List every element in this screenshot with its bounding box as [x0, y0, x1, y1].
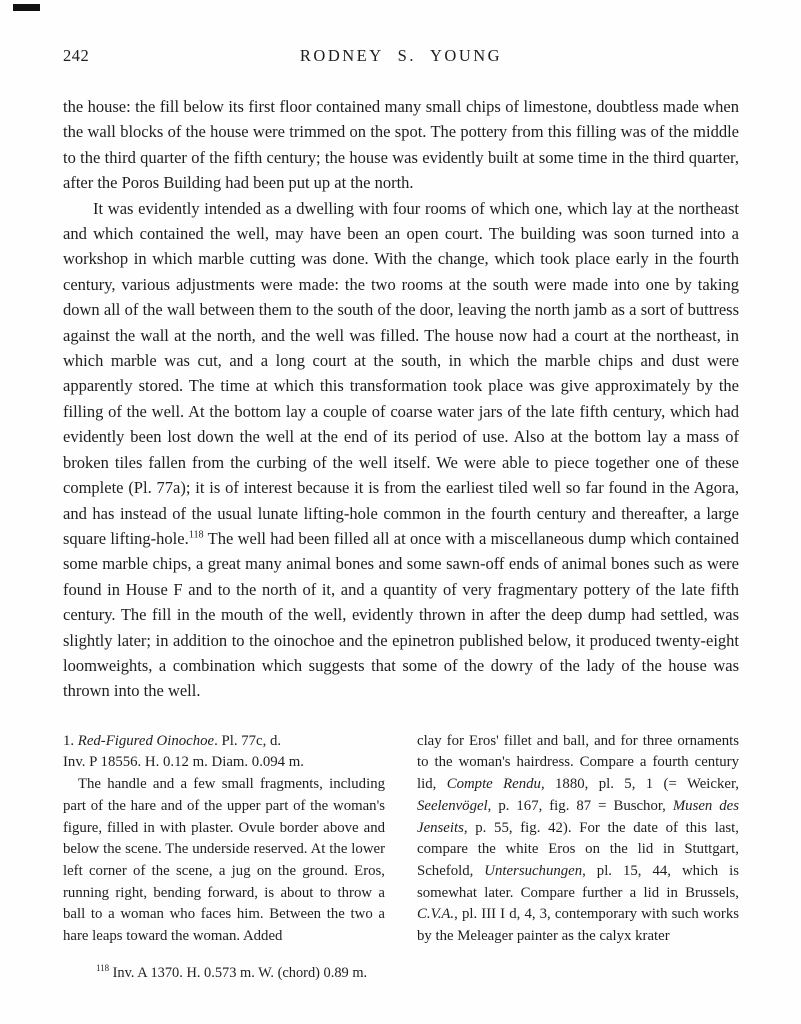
text-run: , p. 167, fig. 87 = Buschor, — [487, 797, 673, 814]
text-run: , pl. 15, 44, which is somewhat later. Compare further a lid in Brussels, — [417, 862, 739, 901]
footnote — [63, 963, 739, 983]
catalog-paragraph — [417, 731, 739, 948]
text-run: The handle and a few small fragments, including part of the hare and of the upper part of the woman's figure, filled in with plaster. Ovule border above and below the scene. The underside reserved. At the lower left corner of the scene, a jug on the ground. Eros, running right, bending forward, is about to throw a ball to a woman who faces him. Between the two a hare leaps toward the woman. Added — [63, 776, 385, 945]
text-run: Inv. A 1370. H. 0.573 m. W. (chord) 0.89 m. — [109, 964, 368, 981]
scan-artifact — [13, 4, 40, 11]
italic-text: C.V.A. — [417, 906, 455, 923]
catalog-paragraph — [63, 752, 385, 774]
text-run: , pl. III I d, 4, 3, contemporary with such works by the Meleager painter as the calyx krater — [417, 906, 739, 945]
page-header — [63, 46, 739, 68]
catalog-left-column — [63, 731, 385, 948]
footnote-marker: 118 — [188, 529, 204, 541]
text-run: It was evidently intended as a dwelling with four rooms of which one, which lay at the northeast and which contained the well, may have been an open court. The building was soon turned into a workshop in which marble cutting was done. With the change, which took place early in the fourth century, various adjustments were made: the two rooms at the south were made into one by taking down all of the wall between them to the south of the door, leaving the north jamb as a sort of buttress against the wall at the north, and the well was filled. The house now had a court at the northeast, in which marble was cut, and a long court at the south, in which the marble chips and dust were apparently stored. The time at which this transformation took place was give approximately by the filling of the well. At the bottom lay a couple of coarse water jars of the late fifth century, which had evidently been lost down the well at the end of its period of use. Also at the bottom lay a mass of broken tiles fallen from the curbing of the well itself. We were able to piece together one of these complete (Pl. 77a); it is of interest because it is from the earliest tiled well so far found in the Agora, and has instead of the usual lunate lifting-hole common in the fourth century and thereafter, a large square lifting-hole. — [63, 198, 739, 548]
text-run: Inv. P 18556. H. 0.12 m. Diam. 0.094 m. — [63, 754, 304, 771]
text-run: The well had been filled all at once with a miscellaneous dump which contained some marble chips, a great many animal bones and some sawn-off ends of animal bones such as were found in House F and to the north of it, and a quantity of very fragmentary pottery of the late fifth century. The fill in the mouth of the well, evidently thrown in after the deep dump had settled, was slightly later; in addition to the oinochoe and the epinetron published below, it produced twenty-eight loomweights, a combination which suggests that some of the dowry of the lady of the house was thrown into the well. — [63, 528, 740, 701]
catalog-paragraph — [63, 774, 385, 948]
italic-text: Red-Figured Oinochoe — [77, 732, 215, 749]
catalog-section — [63, 731, 739, 948]
text-run: , 1880, pl. 5, 1 (= Weicker, — [540, 776, 739, 793]
text-run: . Pl. 77c, d. — [214, 732, 282, 749]
body-text — [63, 94, 739, 704]
text-run: clay for Eros' fillet and ball, and for three ornaments to the woman's hairdress. Compare a fourth century lid, — [417, 732, 739, 793]
text-run: 1. — [63, 732, 78, 749]
text-run: the house: the fill below its first floor contained many small chips of limestone, doubtless made when the wall blocks of the house were trimmed on the spot. The pottery from this filling was of the middle to the third quarter of the fifth century; the house was evidently built at some time in the third quarter, after the Poros Building had been put up at the north. — [63, 97, 739, 193]
footnote-text — [63, 963, 739, 983]
catalog-paragraph — [63, 731, 385, 753]
catalog-right-column — [417, 731, 739, 948]
italic-text: Seelenvögel — [417, 797, 488, 814]
text-run: , p. 55, fig. 42). For the date of this last, compare the white Eros on the lid in Stuttgart, Schefold, — [417, 819, 739, 879]
body-paragraph — [63, 196, 739, 704]
italic-text: Compte Rendu — [446, 776, 541, 793]
italic-text: Untersuchungen — [484, 862, 583, 879]
footnote-marker: 118 — [96, 962, 110, 973]
running-head: RODNEY S. YOUNG — [299, 46, 503, 65]
italic-text: Musen des Jenseits — [417, 797, 740, 836]
body-paragraph — [63, 94, 739, 196]
page-number: 242 — [63, 46, 90, 65]
